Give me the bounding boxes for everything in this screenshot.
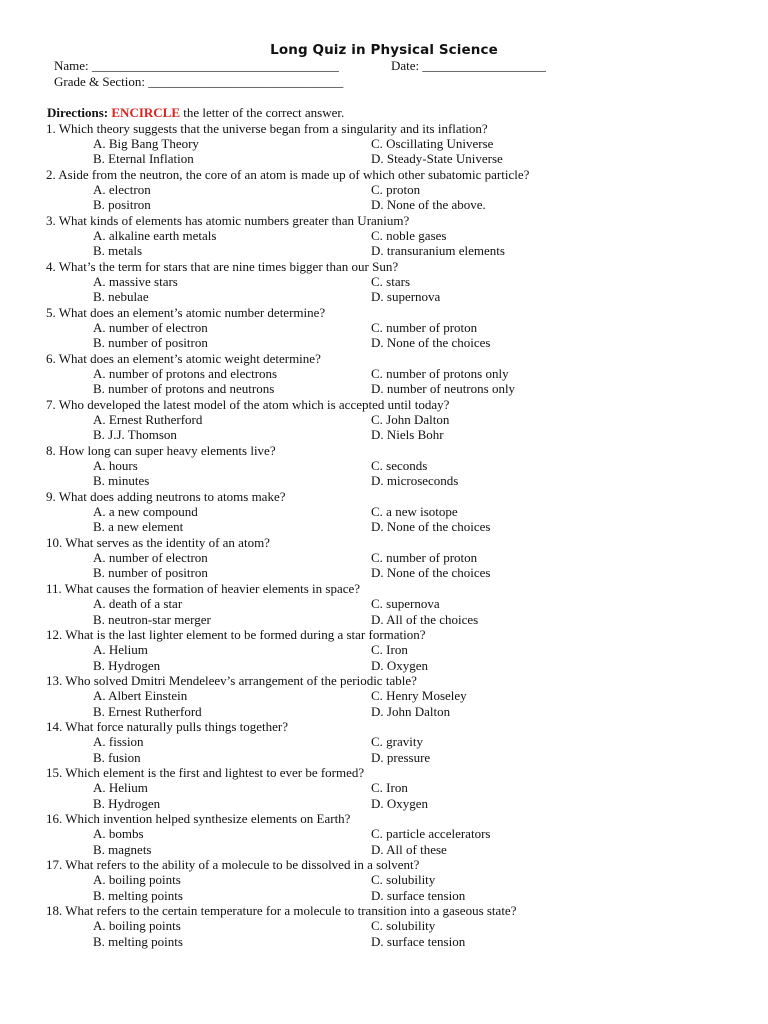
option-d[interactable]: D. All of the choices [371, 611, 479, 627]
option-c[interactable]: C. seconds [371, 458, 428, 474]
quiz-title [0, 42, 768, 58]
option-a[interactable]: A. boiling points [93, 872, 181, 888]
directions-label: Directions: [47, 105, 109, 120]
option-b[interactable]: B. neutron-star merger [93, 611, 211, 627]
option-row [46, 918, 746, 933]
question-text: 18. What refers to the certain temperature for a molecule to transition into a gaseous state? [46, 903, 517, 919]
option-row [46, 550, 746, 565]
question-text: 4. What’s the term for stars that are nine times bigger than our Sun? [46, 258, 399, 274]
question-item [46, 443, 746, 489]
question-item [46, 627, 746, 673]
option-b[interactable]: B. Ernest Rutherford [93, 703, 202, 719]
option-d[interactable]: D. Steady-State Universe [371, 151, 503, 167]
option-row [46, 565, 746, 580]
option-row [46, 612, 746, 627]
option-a[interactable]: A. alkaline earth metals [93, 227, 217, 243]
question-text: 2. Aside from the neutron, the core of an atom is made up of which other subatomic particle? [46, 166, 530, 182]
question-item [46, 765, 746, 811]
option-a[interactable]: A. fission [93, 734, 144, 750]
option-d[interactable]: D. number of neutrons only [371, 381, 516, 397]
question-text: 1. Which theory suggests that the universe began from a singularity and its inflation? [46, 120, 488, 136]
date-field-line[interactable]: Date: ___________________ [391, 58, 546, 73]
option-row [46, 381, 746, 396]
option-row [46, 796, 746, 811]
option-d[interactable]: D. transuranium elements [371, 243, 505, 259]
question-text: 15. Which element is the first and lightest to ever be formed? [46, 764, 365, 780]
option-d[interactable]: D. supernova [371, 289, 441, 305]
option-c[interactable]: C. a new isotope [371, 504, 458, 520]
option-b[interactable]: B. number of protons and neutrons [93, 381, 275, 397]
option-row [46, 427, 746, 442]
option-d[interactable]: D. Oxygen [371, 795, 429, 811]
option-b[interactable]: B. melting points [93, 887, 183, 903]
question-text: 8. How long can super heavy elements live? [46, 442, 276, 458]
option-c[interactable]: C. supernova [371, 596, 440, 612]
question-item [46, 213, 746, 259]
quiz-title-text: Long Quiz in Physical Science [270, 42, 498, 58]
option-row [46, 734, 746, 749]
option-c[interactable]: C. particle accelerators [371, 826, 491, 842]
option-row [46, 750, 746, 765]
option-a[interactable]: A. number of protons and electrons [93, 366, 278, 381]
question-item [46, 581, 746, 627]
directions [47, 105, 344, 120]
option-d[interactable]: D. None of the above. [371, 197, 486, 213]
question-item [46, 121, 746, 167]
question-text: 3. What kinds of elements has atomic numbers greater than Uranium? [46, 212, 410, 228]
option-row [46, 780, 746, 795]
question-item [46, 351, 746, 397]
option-a[interactable]: A. massive stars [93, 273, 178, 289]
question-item [46, 397, 746, 443]
question-text: 6. What does an element’s atomic weight determine? [46, 350, 321, 366]
question-text: 17. What refers to the ability of a molecule to be dissolved in a solvent? [46, 857, 420, 872]
option-d[interactable]: D. John Dalton [371, 703, 451, 719]
directions-keyword: ENCIRCLE [111, 105, 181, 120]
option-b[interactable]: B. nebulae [93, 289, 149, 305]
option-c[interactable]: C. Iron [371, 780, 408, 796]
option-row [46, 872, 746, 887]
option-c[interactable]: C. John Dalton [371, 412, 450, 428]
option-row [46, 243, 746, 258]
option-row [46, 228, 746, 243]
option-a[interactable]: A. bombs [93, 826, 144, 842]
option-row [46, 458, 746, 473]
option-b[interactable]: B. fusion [93, 749, 141, 765]
option-c[interactable]: C. number of protons only [371, 366, 509, 381]
option-row [46, 274, 746, 289]
option-row [46, 934, 746, 949]
option-row [46, 151, 746, 166]
question-item [46, 305, 746, 351]
option-c[interactable]: C. noble gases [371, 227, 447, 243]
question-list [46, 121, 746, 950]
option-row [46, 519, 746, 534]
option-row [46, 289, 746, 304]
question-text: 5. What does an element’s atomic number determine? [46, 304, 326, 320]
option-a[interactable]: A. boiling points [93, 918, 181, 934]
option-row [46, 688, 746, 703]
option-a[interactable]: A. a new compound [93, 504, 198, 520]
question-text: 7. Who developed the latest model of the atom which is accepted until today? [46, 396, 450, 412]
name-field-line[interactable]: Name: ______________________________________ [54, 58, 339, 73]
option-row [46, 842, 746, 857]
question-item [46, 259, 746, 305]
question-item [46, 673, 746, 719]
option-row [46, 642, 746, 657]
question-item [46, 811, 746, 857]
option-b[interactable]: B. melting points [93, 933, 183, 949]
option-row [46, 658, 746, 673]
option-row [46, 504, 746, 519]
option-a[interactable]: A. death of a star [93, 596, 183, 612]
option-d[interactable]: D. Oxygen [371, 657, 429, 673]
option-a[interactable]: A. Ernest Rutherford [93, 412, 203, 428]
option-c[interactable]: C. solubility [371, 918, 436, 934]
option-row [46, 182, 746, 197]
question-text: 11. What causes the formation of heavier elements in space? [46, 580, 361, 596]
option-b[interactable]: B. a new element [93, 519, 184, 535]
question-text: 9. What does adding neutrons to atoms make? [46, 488, 286, 504]
option-a[interactable]: A. Big Bang Theory [93, 135, 199, 151]
option-c[interactable]: C. number of proton [371, 319, 478, 335]
option-d[interactable]: D. All of these [371, 841, 447, 857]
option-d[interactable]: D. pressure [371, 749, 431, 765]
option-row [46, 335, 746, 350]
option-row [46, 197, 746, 212]
option-row [46, 320, 746, 335]
option-row [46, 136, 746, 151]
question-item [46, 857, 746, 903]
option-a[interactable]: A. electron [93, 181, 151, 197]
option-a[interactable]: A. number of electron [93, 319, 208, 335]
question-item [46, 535, 746, 581]
question-item [46, 719, 746, 765]
directions-text: the letter of the correct answer. [180, 105, 345, 120]
option-c[interactable]: C. solubility [371, 872, 436, 888]
option-c[interactable]: C. Iron [371, 642, 408, 658]
option-c[interactable]: C. Oscillating Universe [371, 135, 494, 151]
question-text: 12. What is the last lighter element to be formed during a star formation? [46, 626, 426, 642]
option-d[interactable]: D. None of the choices [371, 519, 491, 535]
option-row [46, 473, 746, 488]
option-d[interactable]: D. Niels Bohr [371, 427, 444, 443]
option-row [46, 596, 746, 611]
option-c[interactable]: C. gravity [371, 734, 423, 750]
grade-section-field-line[interactable]: Grade & Section: ______________________________ [54, 73, 344, 89]
question-text: 13. Who solved Dmitri Mendeleev’s arrangement of the periodic table? [46, 672, 417, 688]
option-row [46, 888, 746, 903]
option-c[interactable]: C. stars [371, 273, 410, 289]
option-a[interactable]: A. number of electron [93, 550, 208, 566]
option-b[interactable]: B. metals [93, 243, 143, 259]
option-c[interactable]: C. proton [371, 181, 421, 197]
option-d[interactable]: D. surface tension [371, 887, 466, 903]
option-b[interactable]: B. J.J. Thomson [93, 427, 177, 443]
option-d[interactable]: D. microseconds [371, 473, 459, 489]
option-c[interactable]: C. Henry Moseley [371, 688, 467, 704]
option-b[interactable]: B. positron [93, 197, 151, 213]
question-text: 10. What serves as the identity of an atom? [46, 534, 270, 550]
option-b[interactable]: B. Hydrogen [93, 795, 161, 811]
option-d[interactable]: D. None of the choices [371, 565, 491, 581]
option-d[interactable]: D. None of the choices [371, 335, 491, 351]
option-a[interactable]: A. hours [93, 458, 138, 474]
option-b[interactable]: B. number of positron [93, 335, 208, 351]
question-text: 16. Which invention helped synthesize elements on Earth? [46, 810, 351, 826]
option-b[interactable]: B. Hydrogen [93, 657, 161, 673]
question-text: 14. What force naturally pulls things together? [46, 718, 288, 734]
option-b[interactable]: B. minutes [93, 473, 150, 489]
option-b[interactable]: B. number of positron [93, 565, 208, 581]
option-d[interactable]: D. surface tension [371, 933, 466, 949]
question-item [46, 903, 746, 949]
option-a[interactable]: A. Helium [93, 642, 148, 658]
option-b[interactable]: B. magnets [93, 841, 152, 857]
option-row [46, 826, 746, 841]
option-a[interactable]: A. Albert Einstein [93, 688, 188, 704]
question-item [46, 489, 746, 535]
option-b[interactable]: B. Eternal Inflation [93, 151, 194, 167]
option-row [46, 412, 746, 427]
option-row [46, 704, 746, 719]
question-item [46, 167, 746, 213]
option-c[interactable]: C. number of proton [371, 550, 478, 566]
option-row [46, 366, 746, 381]
option-a[interactable]: A. Helium [93, 780, 148, 796]
